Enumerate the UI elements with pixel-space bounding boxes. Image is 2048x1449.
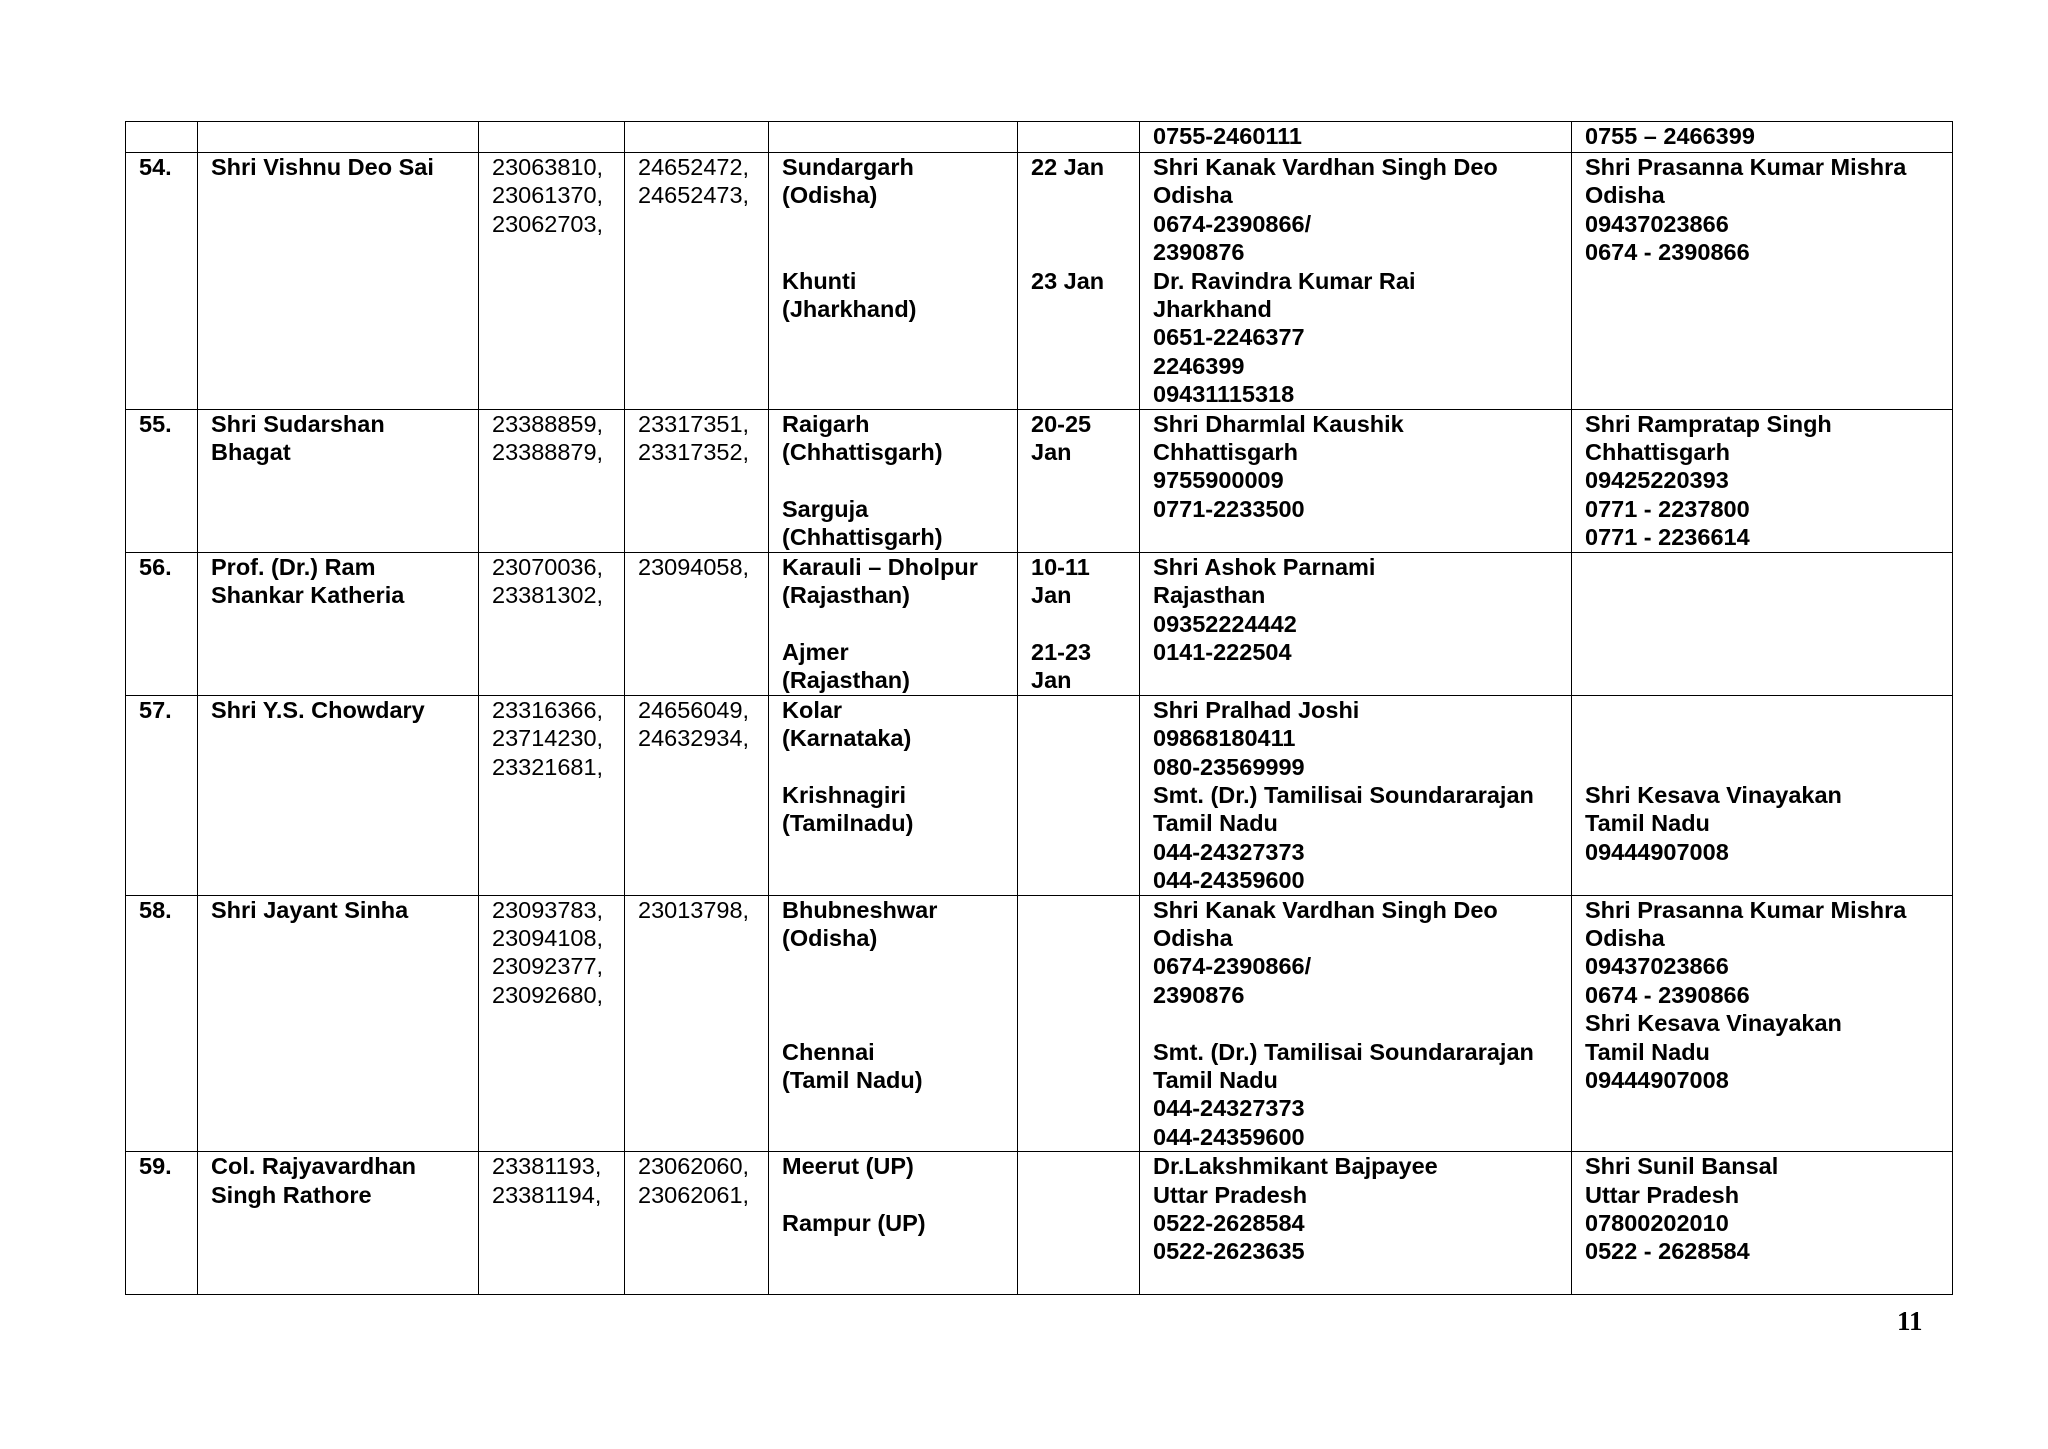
cell-line: 23063810,: [492, 154, 604, 180]
cell-line: 23093783,: [492, 896, 604, 923]
cell-line: 0141-222504: [1153, 638, 1292, 665]
cell-line: 24632934,: [638, 725, 750, 752]
minister-name-cell: [198, 895, 479, 1152]
cell-line: Jharkhand: [1153, 296, 1272, 323]
cell-line: 23094058,: [638, 553, 750, 580]
cell-line: 23381194,: [492, 1181, 602, 1208]
cell-line: Sarguja: [782, 495, 869, 522]
cell-line: [782, 952, 1007, 980]
cell-line: Chhattisgarh: [1585, 439, 1730, 466]
cell-line: [1031, 181, 1129, 209]
cell-line: Shri Kanak Vardhan Singh Deo: [1153, 154, 1498, 180]
cell-line: 21-23: [1031, 638, 1092, 665]
cell-line: 23062703,: [492, 210, 604, 237]
cell-line: 23092680,: [492, 981, 604, 1008]
minister-name-cell: [198, 695, 479, 895]
cell-line: Dr. Ravindra Kumar Rai: [1153, 267, 1416, 294]
cell-line: 22 Jan: [1031, 154, 1105, 180]
cell-line: (Tamil Nadu): [782, 1066, 923, 1093]
residence-phone-cell: [625, 153, 769, 410]
cell-line: 2390876: [1153, 239, 1245, 266]
cell-line: [1585, 752, 1942, 780]
cell-line: Shri Pralhad Joshi: [1153, 696, 1360, 723]
cell-line: Shri Kesava Vinayakan: [1585, 781, 1842, 808]
cell-line: Shri Ashok Parnami: [1153, 553, 1376, 580]
cell-line: 23321681,: [492, 753, 604, 780]
cell-line: Khunti: [782, 267, 857, 294]
cell-line: Odisha: [1153, 182, 1233, 209]
party-contact-cell: [1572, 552, 1953, 695]
cell-line: 0674 - 2390866: [1585, 239, 1750, 266]
cell-line: 0674-2390866/: [1153, 210, 1312, 237]
cell-line: Sundargarh: [782, 154, 914, 180]
cell-line: [782, 1009, 1007, 1037]
cell-line: [782, 753, 1007, 781]
cell-line: Shri Sunil Bansal: [1585, 1153, 1779, 1180]
table-row: [126, 895, 1953, 1152]
cell-line: [782, 466, 1007, 494]
cell-line: 09868180411: [1153, 725, 1296, 752]
cell-line: Ajmer: [782, 638, 849, 665]
cell-line: Jan: [1031, 667, 1072, 694]
serial-number-cell: 54.: [126, 153, 198, 410]
cell-line: Chennai: [782, 1038, 875, 1065]
visit-place-cell: [769, 552, 1018, 695]
office-phone-cell: [479, 695, 625, 895]
cell-line: 9755900009: [1153, 467, 1284, 494]
cell-line: 23070036,: [492, 553, 604, 580]
cell-line: 09444907008: [1585, 1066, 1729, 1093]
cell-line: 10-11: [1031, 553, 1090, 580]
cell-line: 23381302,: [492, 582, 604, 609]
cell-line: (Jharkhand): [782, 296, 917, 322]
table-row: [126, 122, 1953, 153]
office-phone-cell: [479, 122, 625, 153]
party-contact-cell: [1572, 895, 1953, 1152]
cell-line: 20-25: [1031, 410, 1092, 437]
visit-date-cell: [1018, 153, 1140, 410]
table-row: [126, 695, 1953, 895]
cell-line: 24652472,: [638, 154, 750, 180]
cell-line: (Karnataka): [782, 725, 912, 752]
cell-line: Shri Dharmlal Kaushik: [1153, 410, 1404, 437]
cell-line: Odisha: [1153, 924, 1233, 951]
state-contact-cell: [1140, 695, 1572, 895]
cell-line: Odisha: [1585, 924, 1665, 951]
office-phone-cell: [479, 153, 625, 410]
cell-line: 23388859,: [492, 410, 604, 437]
cell-line: 07800202010: [1585, 1210, 1729, 1236]
cell-line: 09352224442: [1153, 610, 1297, 637]
cell-line: Shankar Katheria: [211, 582, 405, 609]
cell-line: [782, 1181, 1007, 1209]
cell-line: [1585, 724, 1942, 752]
cell-line: Col. Rajyavardhan: [211, 1153, 417, 1180]
office-phone-cell: [479, 552, 625, 695]
cell-line: 0522-2623635: [1153, 1238, 1305, 1265]
cell-line: Uttar Pradesh: [1153, 1181, 1308, 1208]
cell-line: (Chhattisgarh): [782, 524, 943, 551]
contact-table: [125, 121, 1953, 1295]
state-contact-cell: [1140, 552, 1572, 695]
cell-line: Shri Y.S. Chowdary: [211, 696, 425, 723]
cell-line: Krishnagiri: [782, 781, 907, 808]
visit-place-cell: [769, 122, 1018, 153]
cell-line: 23316366,: [492, 696, 604, 723]
cell-line: 09425220393: [1585, 467, 1729, 494]
office-phone-cell: [479, 1152, 625, 1295]
cell-line: 044-24359600: [1153, 1123, 1305, 1150]
cell-line: 2390876: [1153, 981, 1245, 1008]
cell-line: [782, 610, 1007, 638]
office-phone-cell: [479, 409, 625, 552]
cell-line: (Chhattisgarh): [782, 439, 943, 466]
cell-line: (Rajasthan): [782, 582, 910, 609]
cell-line: 23317352,: [638, 439, 750, 466]
cell-line: 23388879,: [492, 439, 604, 466]
serial-number-cell: 58.: [126, 895, 198, 1152]
cell-line: [1031, 238, 1129, 266]
cell-line: 23317351,: [638, 410, 750, 437]
cell-line: Smt. (Dr.) Tamilisai Soundararajan: [1153, 1038, 1534, 1065]
party-contact-cell: [1572, 1152, 1953, 1295]
cell-line: Shri Rampratap Singh: [1585, 410, 1832, 437]
table-row: [126, 409, 1953, 552]
cell-line: 24652473,: [638, 182, 750, 209]
cell-line: Uttar Pradesh: [1585, 1181, 1740, 1208]
cell-line: 0651-2246377: [1153, 324, 1305, 351]
table-row: [126, 1152, 1953, 1295]
visit-date-cell: [1018, 895, 1140, 1152]
page-number: 11: [1897, 1306, 1923, 1336]
table-row: [126, 153, 1953, 410]
table-row: [126, 552, 1953, 695]
visit-date-cell: [1018, 409, 1140, 552]
cell-line: 0755 – 2466399: [1585, 123, 1755, 149]
cell-line: Rampur (UP): [782, 1209, 926, 1236]
visit-place-cell: [769, 895, 1018, 1152]
party-contact-cell: [1572, 153, 1953, 410]
cell-line: Tamil Nadu: [1153, 810, 1278, 837]
residence-phone-cell: [625, 552, 769, 695]
cell-line: Rajasthan: [1153, 582, 1266, 609]
cell-line: Shri Jayant Sinha: [211, 896, 409, 923]
cell-line: Bhagat: [211, 439, 291, 466]
minister-name-cell: [198, 122, 479, 153]
residence-phone-cell: [625, 695, 769, 895]
residence-phone-cell: [625, 1152, 769, 1295]
state-contact-cell: [1140, 895, 1572, 1152]
cell-line: 0755-2460111: [1153, 123, 1302, 149]
cell-line: Singh Rathore: [211, 1181, 372, 1208]
cell-line: Jan: [1031, 582, 1072, 609]
residence-phone-cell: [625, 895, 769, 1152]
cell-line: 23013798,: [638, 896, 750, 923]
cell-line: 23062061,: [638, 1181, 750, 1208]
cell-line: [1031, 610, 1129, 638]
cell-line: Meerut (UP): [782, 1153, 914, 1180]
cell-line: (Odisha): [782, 924, 878, 951]
visit-date-cell: [1018, 1152, 1140, 1295]
state-contact-cell: [1140, 122, 1572, 153]
serial-number-cell: 56.: [126, 552, 198, 695]
cell-line: 23061370,: [492, 182, 604, 209]
cell-line: 0771 - 2236614: [1585, 524, 1750, 551]
cell-line: 23062060,: [638, 1153, 750, 1180]
cell-line: Raigarh: [782, 410, 870, 437]
cell-line: Karauli – Dholpur: [782, 553, 978, 580]
cell-line: (Odisha): [782, 182, 878, 209]
cell-line: 0522-2628584: [1153, 1210, 1305, 1236]
cell-line: Odisha: [1585, 182, 1665, 209]
office-phone-cell: [479, 895, 625, 1152]
cell-line: Smt. (Dr.) Tamilisai Soundararajan: [1153, 781, 1534, 808]
cell-line: Tamil Nadu: [1153, 1066, 1278, 1093]
cell-line: Shri Vishnu Deo Sai: [211, 154, 434, 180]
cell-line: 0674 - 2390866: [1585, 981, 1750, 1008]
cell-line: Dr.Lakshmikant Bajpayee: [1153, 1153, 1438, 1180]
cell-line: 080-23569999: [1153, 753, 1305, 780]
cell-line: [782, 238, 1007, 266]
visit-date-cell: [1018, 552, 1140, 695]
visit-date-cell: [1018, 695, 1140, 895]
visit-date-cell: [1018, 122, 1140, 153]
cell-line: Shri Prasanna Kumar Mishra: [1585, 154, 1907, 180]
cell-line: 0771 - 2237800: [1585, 495, 1750, 522]
cell-line: 09431115318: [1153, 381, 1295, 408]
cell-line: [782, 210, 1007, 238]
state-contact-cell: [1140, 409, 1572, 552]
cell-line: 23714230,: [492, 725, 604, 752]
cell-line: [1153, 1009, 1561, 1037]
cell-line: 044-24359600: [1153, 867, 1305, 894]
serial-number-cell: [126, 122, 198, 153]
cell-line: Shri Kesava Vinayakan: [1585, 1010, 1842, 1037]
visit-place-cell: [769, 695, 1018, 895]
state-contact-cell: [1140, 153, 1572, 410]
cell-line: (Rajasthan): [782, 667, 910, 694]
cell-line: Jan: [1031, 439, 1072, 466]
residence-phone-cell: [625, 409, 769, 552]
cell-line: Chhattisgarh: [1153, 439, 1298, 466]
cell-line: 23 Jan: [1031, 267, 1105, 294]
cell-line: 09444907008: [1585, 838, 1729, 865]
party-contact-cell: [1572, 409, 1953, 552]
cell-line: Kolar: [782, 696, 843, 723]
cell-line: Prof. (Dr.) Ram: [211, 553, 376, 580]
cell-line: [782, 981, 1007, 1009]
cell-line: Tamil Nadu: [1585, 1038, 1710, 1065]
visit-place-cell: [769, 153, 1018, 410]
cell-line: Bhubneshwar: [782, 896, 938, 923]
cell-line: 0674-2390866/: [1153, 953, 1312, 980]
cell-line: Shri Kanak Vardhan Singh Deo: [1153, 896, 1498, 923]
cell-line: [1585, 696, 1942, 724]
cell-line: 0522 - 2628584: [1585, 1238, 1750, 1265]
cell-line: 23094108,: [492, 924, 604, 951]
minister-name-cell: [198, 153, 479, 410]
party-contact-cell: [1572, 122, 1953, 153]
residence-phone-cell: [625, 122, 769, 153]
serial-number-cell: 55.: [126, 409, 198, 552]
cell-line: 2246399: [1153, 352, 1245, 379]
minister-name-cell: [198, 1152, 479, 1295]
cell-line: 0771-2233500: [1153, 495, 1305, 522]
cell-line: Tamil Nadu: [1585, 810, 1710, 837]
cell-line: 09437023866: [1585, 953, 1729, 980]
cell-line: Shri Sudarshan: [211, 410, 385, 437]
cell-line: 09437023866: [1585, 210, 1729, 237]
visit-place-cell: [769, 1152, 1018, 1295]
cell-line: 24656049,: [638, 696, 750, 723]
minister-name-cell: [198, 552, 479, 695]
serial-number-cell: 59.: [126, 1152, 198, 1295]
cell-line: 044-24327373: [1153, 838, 1305, 865]
cell-line: 044-24327373: [1153, 1095, 1305, 1122]
cell-line: 23381193,: [492, 1153, 602, 1180]
serial-number-cell: 57.: [126, 695, 198, 895]
cell-line: 23092377,: [492, 953, 604, 980]
visit-place-cell: [769, 409, 1018, 552]
state-contact-cell: [1140, 1152, 1572, 1295]
cell-line: [1031, 210, 1129, 238]
minister-name-cell: [198, 409, 479, 552]
party-contact-cell: [1572, 695, 1953, 895]
cell-line: (Tamilnadu): [782, 810, 914, 837]
cell-line: Shri Prasanna Kumar Mishra: [1585, 896, 1907, 923]
